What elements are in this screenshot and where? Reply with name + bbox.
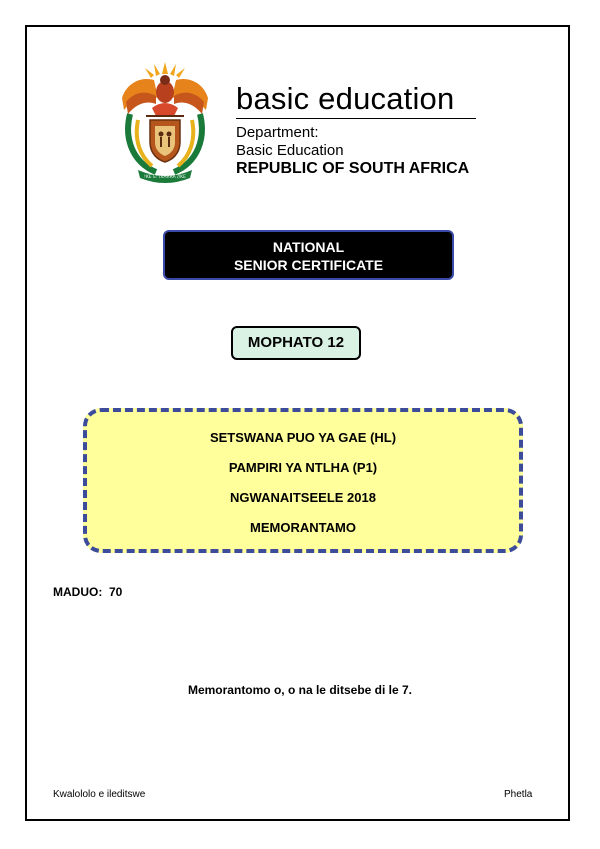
department-label: Department:: [236, 124, 319, 141]
brand-title: basic education: [236, 81, 455, 116]
coat-of-arms-icon: [116, 58, 214, 186]
certificate-line-1: NATIONAL: [272, 239, 345, 255]
subject-panel: [83, 408, 523, 553]
grade-badge: MOPHATO 12: [231, 326, 361, 360]
crest-motto: !KE E: /XARRA //KE: [144, 175, 186, 180]
exam-session: NGWANAITSEELE 2018: [230, 490, 376, 505]
department-name: Basic Education: [236, 142, 344, 159]
total-marks: MADUO: 70: [53, 585, 123, 599]
footer-copyright: Kwalololo e ileditswe: [53, 789, 146, 800]
paper-title: PAMPIRI YA NTLHA (P1): [228, 460, 378, 475]
certificate-banner: [163, 230, 454, 280]
brand-divider: [236, 118, 476, 119]
subject-title: SETSWANA PUO YA GAE (HL): [209, 430, 397, 445]
country-name: REPUBLIC OF SOUTH AFRICA: [236, 160, 470, 177]
footer-turn-over: Phetla: [504, 789, 533, 800]
document-type: MEMORANTAMO: [250, 520, 356, 535]
certificate-line-2: SENIOR CERTIFICATE: [233, 257, 384, 273]
pages-note: Memorantomo o, o na le ditsebe di le 7.: [187, 683, 413, 697]
